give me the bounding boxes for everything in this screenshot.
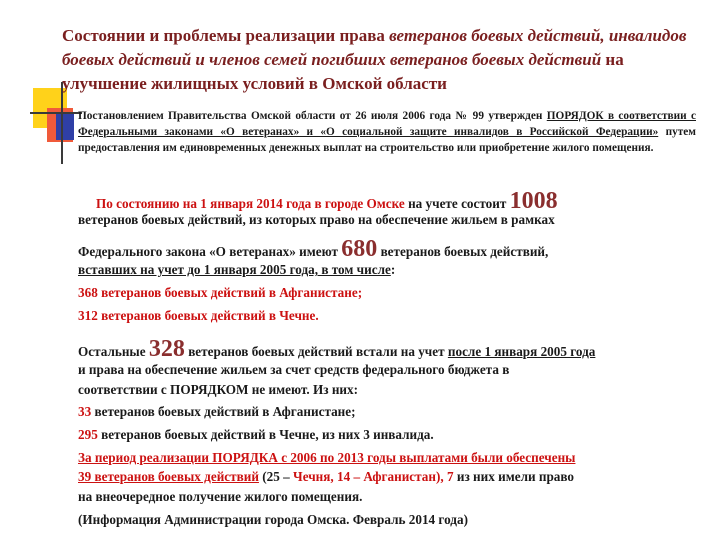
block2-line5-num: 295 (78, 427, 98, 442)
block3-line2 (78, 469, 574, 485)
block3-line2-d: из них имели право (453, 469, 575, 484)
block1-line4-text: вставших на учет до 1 января 2005 года, в том числе (78, 262, 391, 277)
source-note: (Информация Администрации города Омска. Февраль 2014 года) (78, 512, 468, 527)
block1-line1-b: на учете состоит (404, 196, 510, 211)
block3-line2-a: 39 ветеранов боевых действий (78, 469, 259, 484)
block1-line3 (78, 236, 548, 263)
intro-part1: Постановлением Правительства Омской области от 26 июля 2006 года № 99 утвержден (78, 110, 547, 122)
title-part1: Состоянии и проблемы реализации права (62, 26, 390, 45)
block1-line1-a: По состоянию на 1 января 2014 года в городе Омске (96, 196, 405, 211)
block1-line4-colon: : (390, 262, 396, 277)
block1-line2: ветеранов боевых действий, из которых право на обеспечение жильем в рамках (78, 212, 555, 227)
block3-line2-b: (25 – (258, 469, 294, 484)
block2-line3: соответствии с ПОРЯДКОМ не имеют. Из них: (78, 382, 359, 397)
block2-line4-text: ветеранов боевых действий в Афганистане; (91, 404, 356, 419)
count-680: 680 (341, 236, 378, 262)
block2-line4-num: 33 (78, 404, 92, 419)
block1-line3-a: Федерального закона «О ветеранах» имеют (78, 244, 342, 259)
title-part3: на улучшение жилищных условий в Омской области (62, 50, 624, 93)
block1-line5: 368 ветеранов боевых действий в Афганистане; (78, 285, 363, 300)
block2-line1-a: Остальные (78, 344, 149, 359)
block3-line3: на внеочередное получение жилого помещения. (78, 489, 363, 504)
block2-line1-b: ветеранов боевых действий встали на учет (184, 344, 448, 359)
block1-line3-b: ветеранов боевых действий, (377, 244, 549, 259)
intro-paragraph (78, 108, 696, 156)
count-1008: 1008 (509, 188, 558, 214)
block2-line5 (78, 427, 434, 443)
count-328: 328 (148, 336, 185, 362)
block1-line4 (78, 262, 395, 278)
block3-line1: За период реализации ПОРЯДКА с 2006 по 2013 годы выплатами были обеспечены (78, 450, 576, 465)
block2-line1-c: после 1 января 2005 года (447, 344, 596, 359)
decor-horizontal-line (30, 112, 82, 114)
block3-line2-c: Чечня, 14 – Афганистан), 7 (293, 469, 454, 484)
block2-line4 (78, 404, 356, 420)
block2-line5-text: ветеранов боевых действий в Чечне, из них 3 инвалида. (97, 427, 434, 442)
block1-line1 (96, 188, 558, 215)
intro-underlined: ПОРЯДОК в соответствии с Федеральными законами «О ветеранах» и «О социальной защите инвалидов в Российской Федерации» (78, 110, 696, 138)
title-part2: ветеранов боевых действий, инвалидов боевых действий и членов семей погибших ветеранов боевых действий (62, 26, 687, 69)
decor-blue-square (56, 114, 74, 140)
block2-line1 (78, 336, 595, 363)
intro-part2: путем предоставления им единовременных денежных выплат на строительство или приобретение жилого помещения. (78, 126, 696, 154)
block2-line2: и права на обеспечение жильем за счет средств федерального бюджета в (78, 362, 510, 377)
block1-line6: 312 ветеранов боевых действий в Чечне. (78, 308, 319, 323)
slide-title (62, 24, 707, 96)
